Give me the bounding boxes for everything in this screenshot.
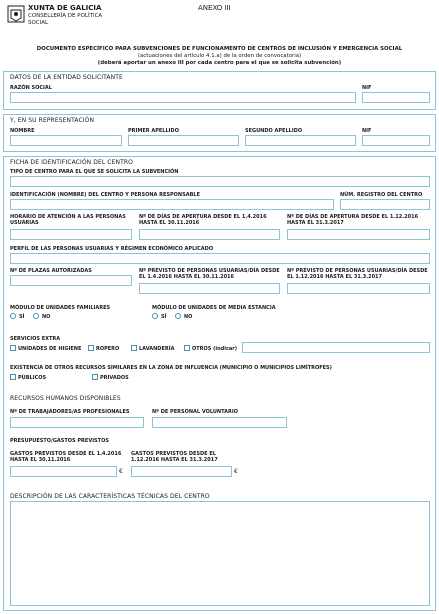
trabajadores-label: Nº DE TRABAJADORES/AS PROFESIONALES <box>10 409 130 415</box>
modulo-media-label: MÓDULO DE UNIDADES DE MEDIA ESTANCIA <box>152 305 276 311</box>
representative-section-title: Y, EN SU REPRESENTACIÓN <box>10 117 95 124</box>
dias1-label: Nº DE DÍAS DE APERTURA DESDE EL 1.4.2016 HASTA EL 30.11.2016 <box>139 214 267 226</box>
apellido1-field[interactable] <box>128 135 239 146</box>
entity-nif-field[interactable] <box>362 92 430 103</box>
apellido2-label: SEGUNDO APELLIDO <box>245 128 303 134</box>
previsto1-label: Nº PREVISTO DE PERSONAS USUARIAS/DÍA DESDE EL 1.4.2016 HASTA EL 30.11.2016 <box>139 268 280 280</box>
xunta-seal-icon <box>6 4 26 24</box>
gastos2-label: GASTOS PREVISTOS DESDE EL 1.12.2016 HASTA EL 31.3.2017 <box>131 451 218 463</box>
perfil-label: PERFIL DE LAS PERSONAS USUARIAS Y RÉGIMEN ECONÓMICO APLICADO <box>10 246 214 252</box>
ropero-label: ROPERO <box>96 346 120 352</box>
existencia-label: EXISTENCIA DE OTROS RECURSOS SIMILARES EN LA ZONA DE INFLUENCIA (MUNICIPIO O MUNICIPIOS LIMÍTROFES) <box>10 365 332 371</box>
gastos2-euro: € <box>234 468 238 475</box>
tipo-centro-label: TIPO DE CENTRO PARA EL QUE SE SOLICITA LA SUBVENCIÓN <box>10 169 179 175</box>
org-department-2: SOCIAL <box>28 20 49 26</box>
descripcion-title: DESCRIPCIÓN DE LAS CARACTERÍSTICAS TÉCNICAS DEL CENTRO <box>10 493 210 500</box>
publicos-label: PÚBLICOS <box>18 375 47 381</box>
previsto2-label: Nº PREVISTO DE PERSONAS USUARIAS/DÍA DESDE EL 1.12.2016 HASTA EL 31.3.2017 <box>287 268 428 280</box>
higiene-checkbox[interactable] <box>10 345 16 351</box>
centre-section-title: FICHA DE IDENTIFICACIÓN DEL CENTRO <box>10 159 133 166</box>
horario-field[interactable] <box>10 229 132 240</box>
org-name: XUNTA DE GALICIA <box>28 4 102 12</box>
gastos1-field[interactable] <box>10 466 117 477</box>
xunta-logo <box>6 4 26 24</box>
identificacion-field[interactable] <box>10 199 334 210</box>
registro-field[interactable] <box>340 199 430 210</box>
media-no-radio[interactable] <box>175 313 181 319</box>
annex-label: ANEXO III <box>198 4 231 12</box>
nombre-label: NOMBRE <box>10 128 35 134</box>
otros-label: OTROS (indicar) <box>192 346 238 352</box>
gastos2-field[interactable] <box>131 466 232 477</box>
identificacion-label: IDENTIFICACIÓN (NOMBRE) DEL CENTRO Y PERSONA RESPONSABLE <box>10 192 201 198</box>
familiares-no-radio[interactable] <box>33 313 39 319</box>
tipo-centro-field[interactable] <box>10 176 430 187</box>
media-si-radio[interactable] <box>152 313 158 319</box>
document-note: (deberá aportar un anexo III por cada centro para el que se solicita subvención) <box>97 60 342 66</box>
descripcion-field[interactable] <box>10 501 430 606</box>
plazas-label: Nº DE PLAZAS AUTORIZADAS <box>10 268 92 274</box>
familiares-si-label: SÍ <box>19 314 25 320</box>
dias1-field[interactable] <box>139 229 280 240</box>
trabajadores-field[interactable] <box>10 417 144 428</box>
representative-nif-field[interactable] <box>362 135 430 146</box>
org-department: CONSELLERÍA DE POLÍTICA <box>28 13 103 19</box>
entity-section-title: DATOS DE LA ENTIDAD SOLICITANTE <box>10 74 123 81</box>
perfil-field[interactable] <box>10 253 430 264</box>
gastos1-label: GASTOS PREVISTOS DESDE EL 1.4.2016 HASTA EL 30.11.2016 <box>10 451 122 463</box>
registro-label: NÚM. REGISTRO DEL CENTRO <box>340 192 423 198</box>
dias2-label: Nº DE DÍAS DE APERTURA DESDE EL 1.12.2016 HASTA EL 31.3.2017 <box>287 214 419 226</box>
voluntario-label: Nº DE PERSONAL VOLUNTARIO <box>152 409 238 415</box>
gastos1-euro: € <box>119 468 123 475</box>
razon-social-label: RAZÓN SOCIAL <box>10 85 52 91</box>
presupuesto-label: PRESUPUESTO/GASTOS PREVISTOS <box>10 438 109 444</box>
apellido2-field[interactable] <box>245 135 356 146</box>
servicios-label: SERVICIOS EXTRA <box>10 336 61 342</box>
privados-label: PRIVADOS <box>100 375 129 381</box>
familiares-si-radio[interactable] <box>10 313 16 319</box>
apellido1-label: PRIMER APELLIDO <box>128 128 179 134</box>
representative-nif-label: NIF <box>362 128 372 134</box>
lavanderia-label: LAVANDERÍA <box>139 346 175 352</box>
document-title: DOCUMENTO ESPECÍFICO PARA SUBVENCIONES DE FUNCIONAMENTO DE CENTROS DE INCLUSIÓN Y EMERGENCIA SOCIAL <box>36 46 403 52</box>
lavanderia-checkbox[interactable] <box>131 345 137 351</box>
plazas-field[interactable] <box>10 275 132 286</box>
rrhh-title: RECURSOS HUMANOS DISPONIBLES <box>10 395 121 402</box>
horario-label: HORARIO DE ATENCIÓN A LAS PERSONAS USUARIAS <box>10 214 126 226</box>
previsto1-field[interactable] <box>139 283 280 294</box>
entity-nif-label: NIF <box>362 85 372 91</box>
media-no-label: NO <box>184 314 193 320</box>
modulo-familiares-label: MÓDULO DE UNIDADES FAMILIARES <box>10 305 111 311</box>
ropero-checkbox[interactable] <box>88 345 94 351</box>
higiene-label: UNIDADES DE HIGIENE <box>18 346 82 352</box>
familiares-no-label: NO <box>42 314 51 320</box>
otros-checkbox[interactable] <box>184 345 190 351</box>
nombre-field[interactable] <box>10 135 122 146</box>
previsto2-field[interactable] <box>287 283 430 294</box>
media-si-label: SÍ <box>161 314 167 320</box>
otros-field[interactable] <box>242 342 430 353</box>
publicos-checkbox[interactable] <box>10 374 16 380</box>
privados-checkbox[interactable] <box>92 374 98 380</box>
razon-social-field[interactable] <box>10 92 356 103</box>
voluntario-field[interactable] <box>152 417 287 428</box>
dias2-field[interactable] <box>287 229 430 240</box>
document-subtitle: (actuaciones del artículo 4.1.a) de la orden de convocatoria) <box>137 53 302 59</box>
